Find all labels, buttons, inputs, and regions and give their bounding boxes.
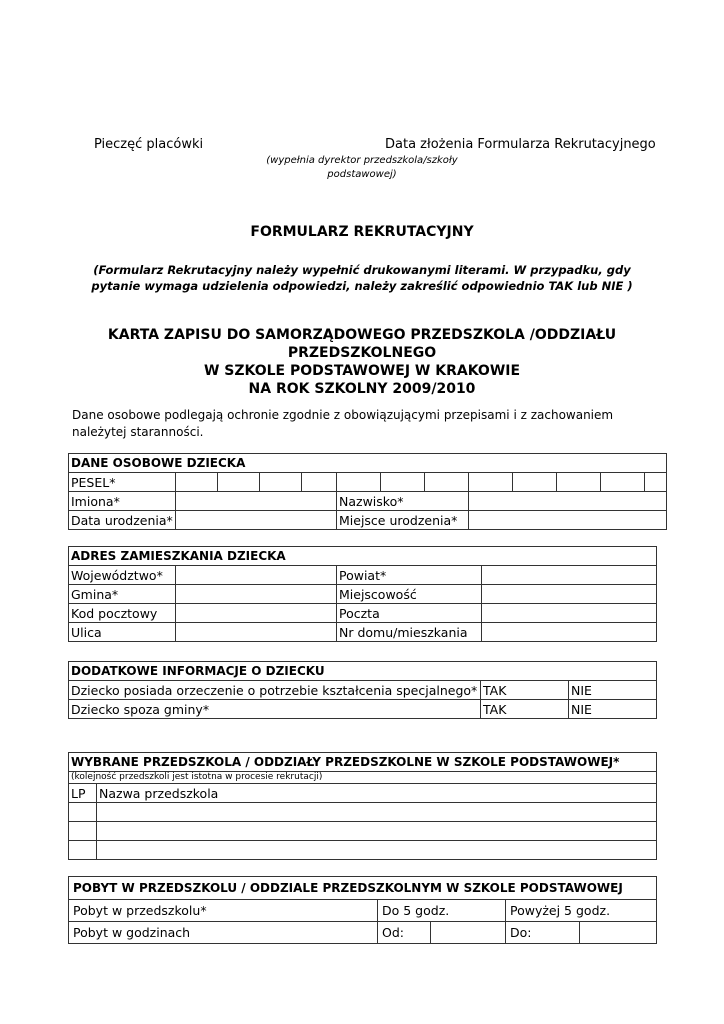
- special-needs-yes-option[interactable]: TAK: [481, 681, 569, 700]
- to-label: Do:: [506, 922, 580, 944]
- section-title: DANE OSOBOWE DZIECKA: [69, 454, 667, 473]
- karta-title-line: KARTA ZAPISU DO SAMORZĄDOWEGO PRZEDSZKOLA /ODDZIAŁU PRZEDSZKOLNEGO: [107, 327, 617, 361]
- house-no-field[interactable]: [482, 623, 657, 642]
- pesel-digit-1[interactable]: [176, 473, 218, 492]
- section-title: POBYT W PRZEDSZKOLU / ODDZIALE PRZEDSZKOLNYM W SZKOLE PODSTAWOWEJ: [69, 877, 657, 900]
- karta-title-line: NA ROK SZKOLNY 2009/2010: [248, 381, 476, 397]
- preschool-name-column-header: Nazwa przedszkola: [97, 784, 657, 803]
- birth-date-field[interactable]: [176, 511, 337, 530]
- birth-place-label: Miejsce urodzenia*: [337, 511, 469, 530]
- first-names-label: Imiona*: [69, 492, 176, 511]
- birth-place-field[interactable]: [469, 511, 667, 530]
- hours-label: Pobyt w godzinach: [69, 922, 378, 944]
- karta-title: [40, 326, 684, 398]
- locality-field[interactable]: [482, 585, 657, 604]
- over-5-hours-option[interactable]: Powyżej 5 godz.: [506, 900, 657, 922]
- pesel-trailing-cell: [645, 473, 667, 492]
- pesel-digit-2[interactable]: [218, 473, 260, 492]
- lp-cell[interactable]: [69, 803, 97, 822]
- surname-label: Nazwisko*: [337, 492, 469, 511]
- post-office-label: Poczta: [337, 604, 482, 623]
- outside-commune-yes-option[interactable]: TAK: [481, 700, 569, 719]
- privacy-note: Dane osobowe podlegają ochronie zgodnie z obowiązującymi przepisami i z zachowaniem należytej staranności.: [72, 408, 614, 439]
- additional-info-table: [68, 661, 657, 719]
- stamp-label: Pieczęć placówki: [94, 137, 204, 152]
- postal-code-field[interactable]: [176, 604, 337, 623]
- birth-date-label: Data urodzenia*: [69, 511, 176, 530]
- from-label: Od:: [378, 922, 431, 944]
- locality-label: Miejscowość: [337, 585, 482, 604]
- pesel-digit-11[interactable]: [601, 473, 645, 492]
- county-field[interactable]: [482, 566, 657, 585]
- chosen-preschools-table: [68, 752, 657, 860]
- street-label: Ulica: [69, 623, 176, 642]
- personal-data-table: [68, 453, 667, 530]
- section-title: WYBRANE PRZEDSZKOLA / ODDZIAŁY PRZEDSZKOLNE W SZKOLE PODSTAWOWEJ*: [69, 753, 657, 772]
- pesel-digit-9[interactable]: [513, 473, 557, 492]
- preschool-name-field[interactable]: [97, 803, 657, 822]
- surname-field[interactable]: [469, 492, 667, 511]
- outside-commune-label: Dziecko spoza gminy*: [69, 700, 481, 719]
- pesel-digit-7[interactable]: [425, 473, 469, 492]
- from-field[interactable]: [431, 922, 506, 944]
- pesel-digit-6[interactable]: [381, 473, 425, 492]
- pesel-digit-10[interactable]: [557, 473, 601, 492]
- lp-column-header: LP: [69, 784, 97, 803]
- post-office-field[interactable]: [482, 604, 657, 623]
- street-field[interactable]: [176, 623, 337, 642]
- stay-label: Pobyt w przedszkolu*: [69, 900, 378, 922]
- pesel-digit-4[interactable]: [302, 473, 337, 492]
- special-needs-label: Dziecko posiada orzeczenie o potrzebie kształcenia specjalnego*: [69, 681, 481, 700]
- pesel-digit-5[interactable]: [337, 473, 381, 492]
- karta-title-line: W SZKOLE PODSTAWOWEJ W KRAKOWIE: [203, 363, 521, 379]
- pesel-digit-8[interactable]: [469, 473, 513, 492]
- house-no-label: Nr domu/mieszkania: [337, 623, 482, 642]
- commune-label: Gmina*: [69, 585, 176, 604]
- section-title: DODATKOWE INFORMACJE O DZIECKU: [69, 662, 657, 681]
- form-instruction: (Formularz Rekrutacyjny należy wypełnić drukowanymi literami. W przypadku, gdy pytanie wymaga udzielenia odpowiedzi, należy zakreślić odpowiednio TAK lub NIE ): [91, 263, 633, 293]
- pesel-label: PESEL*: [69, 473, 176, 492]
- lp-cell[interactable]: [69, 841, 97, 860]
- commune-field[interactable]: [176, 585, 337, 604]
- submission-date-note: (wypełnia dyrektor przedszkola/szkoły podstawowej): [266, 155, 458, 180]
- postal-code-label: Kod pocztowy: [69, 604, 176, 623]
- stay-table: [68, 876, 657, 944]
- to-field[interactable]: [580, 922, 657, 944]
- address-table: [68, 546, 657, 642]
- first-names-field[interactable]: [176, 492, 337, 511]
- form-title: FORMULARZ REKRUTACYJNY: [250, 224, 474, 240]
- pesel-digit-3[interactable]: [260, 473, 302, 492]
- preschool-name-field[interactable]: [97, 841, 657, 860]
- section-note: (kolejność przedszkoli jest istotna w procesie rekrutacji): [69, 772, 657, 784]
- submission-date-label: Data złożenia Formularza Rekrutacyjnego: [385, 137, 656, 152]
- special-needs-no-option[interactable]: NIE: [569, 681, 657, 700]
- up-to-5-hours-option[interactable]: Do 5 godz.: [378, 900, 506, 922]
- section-title: ADRES ZAMIESZKANIA DZIECKA: [69, 547, 657, 566]
- voivodeship-label: Województwo*: [69, 566, 176, 585]
- outside-commune-no-option[interactable]: NIE: [569, 700, 657, 719]
- county-label: Powiat*: [337, 566, 482, 585]
- lp-cell[interactable]: [69, 822, 97, 841]
- voivodeship-field[interactable]: [176, 566, 337, 585]
- preschool-name-field[interactable]: [97, 822, 657, 841]
